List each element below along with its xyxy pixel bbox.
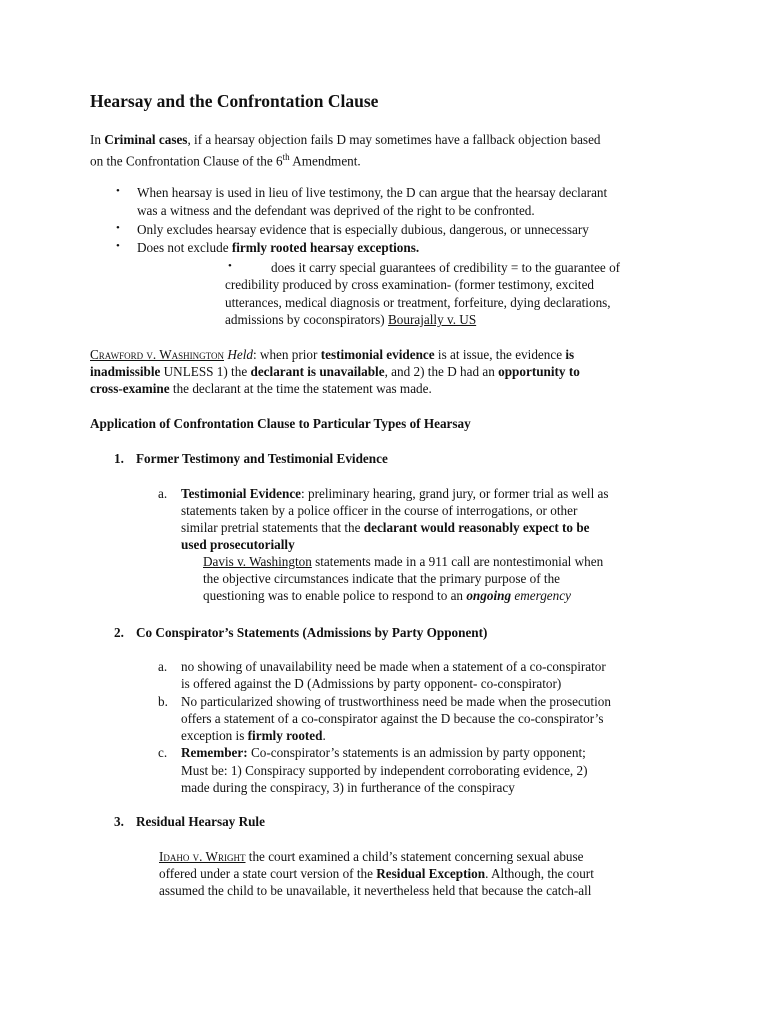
case-citation: Idaho v. Wright [159, 849, 246, 864]
sub-bullet-line-1: does it carry special guarantees of credibility = to the guarantee of [271, 260, 621, 275]
sub-bullet-line-3: utterances, medical diagnosis or treatment, forfeiture, dying declarations, [225, 295, 611, 310]
s2-c-line-2: Must be: 1) Conspiracy supported by independent corroborating evidence, 2) [181, 763, 588, 778]
section-3-number: 3. [114, 814, 124, 829]
s1-a-line-4: used prosecutorially [181, 537, 295, 552]
case-citation: Crawford v. Washington [90, 347, 225, 362]
section-1-number: 1. [114, 451, 124, 466]
crawford-line-1: Crawford v. Washington Held: when prior testimonial evidence is at issue, the evidence is [90, 347, 575, 362]
section-2-number: 2. [114, 625, 124, 640]
idaho-line-3: assumed the child to be unavailable, it nevertheless held that because the catch-all [159, 883, 592, 898]
section-1-heading: Former Testimony and Testimonial Evidence [136, 451, 388, 466]
s2-b-line-1: No particularized showing of trustworthiness need be made when the prosecution [181, 694, 611, 709]
bullet-1-line-1: When hearsay is used in lieu of live testimony, the D can argue that the hearsay declarant [137, 185, 608, 200]
idaho-line-1: Idaho v. Wright the court examined a child’s statement concerning sexual abuse [159, 849, 584, 864]
case-citation: Davis v. Washington [203, 554, 312, 569]
s2-c-line-3: made during the conspiracy, 3) in furtherance of the conspiracy [181, 780, 515, 795]
davis-line-3: questioning was to enable police to respond to an ongoing emergency [203, 588, 571, 603]
idaho-line-2: offered under a state court version of the Residual Exception. Although, the court [159, 866, 594, 881]
s2-b-line-2: offers a statement of a co-conspirator against the D because the co-conspirator’s [181, 711, 604, 726]
bullet-3: Does not exclude firmly rooted hearsay exceptions. [137, 240, 420, 255]
bullet-icon: • [116, 185, 120, 197]
s2-a-line-1: no showing of unavailability need be made when a statement of a co-conspirator [181, 659, 606, 674]
s2-b-line-3: exception is firmly rooted. [181, 728, 326, 743]
bullet-icon: • [228, 260, 232, 272]
davis-line-2: the objective circumstances indicate that the primary purpose of the [203, 571, 561, 586]
section-heading: Application of Confrontation Clause to Particular Types of Hearsay [90, 416, 471, 431]
intro-line-2: on the Confrontation Clause of the 6th Amendment. [90, 152, 361, 169]
s2-a-label: a. [158, 659, 168, 674]
s1-a-line-3: similar pretrial statements that the declarant would reasonably expect to be [181, 520, 590, 535]
bullet-icon: • [116, 240, 120, 252]
crawford-line-2: inadmissible UNLESS 1) the declarant is unavailable, and 2) the D had an opportunity to [90, 364, 580, 379]
bullet-icon: • [116, 222, 120, 234]
davis-line-1: Davis v. Washington statements made in a 911 call are nontestimonial when [203, 554, 604, 569]
s2-c-line-1: Remember: Co-conspirator’s statements is an admission by party opponent; [181, 745, 586, 760]
crawford-line-3: cross-examine the declarant at the time the statement was made. [90, 381, 432, 396]
page-title: Hearsay and the Confrontation Clause [90, 91, 379, 111]
s1-a-line-2: statements taken by a police officer in the course of interrogations, or other [181, 503, 578, 518]
s2-b-label: b. [158, 694, 168, 709]
sub-bullet-line-2: credibility produced by cross examination- (former testimony, excited [225, 277, 595, 292]
s2-c-label: c. [158, 745, 168, 760]
bullet-1-line-2: was a witness and the defendant was deprived of the right to be confronted. [137, 203, 535, 218]
intro-line-1: In Criminal cases, if a hearsay objection fails D may sometimes have a fallback objection based [90, 132, 601, 147]
case-citation: Bourajally v. US [388, 312, 477, 327]
s1-a-label: a. [158, 486, 168, 501]
s1-a-line-1: Testimonial Evidence: preliminary hearing, grand jury, or former trial as well as [181, 486, 609, 501]
section-3-heading: Residual Hearsay Rule [136, 814, 265, 829]
s2-a-line-2: is offered against the D (Admissions by party opponent- co-conspirator) [181, 676, 562, 691]
section-2-heading: Co Conspirator’s Statements (Admissions by Party Opponent) [136, 625, 488, 640]
sub-bullet-line-4: admissions by coconspirators) Bourajally v. US [225, 312, 477, 327]
bullet-2: Only excludes hearsay evidence that is especially dubious, dangerous, or unnecessary [137, 222, 589, 237]
